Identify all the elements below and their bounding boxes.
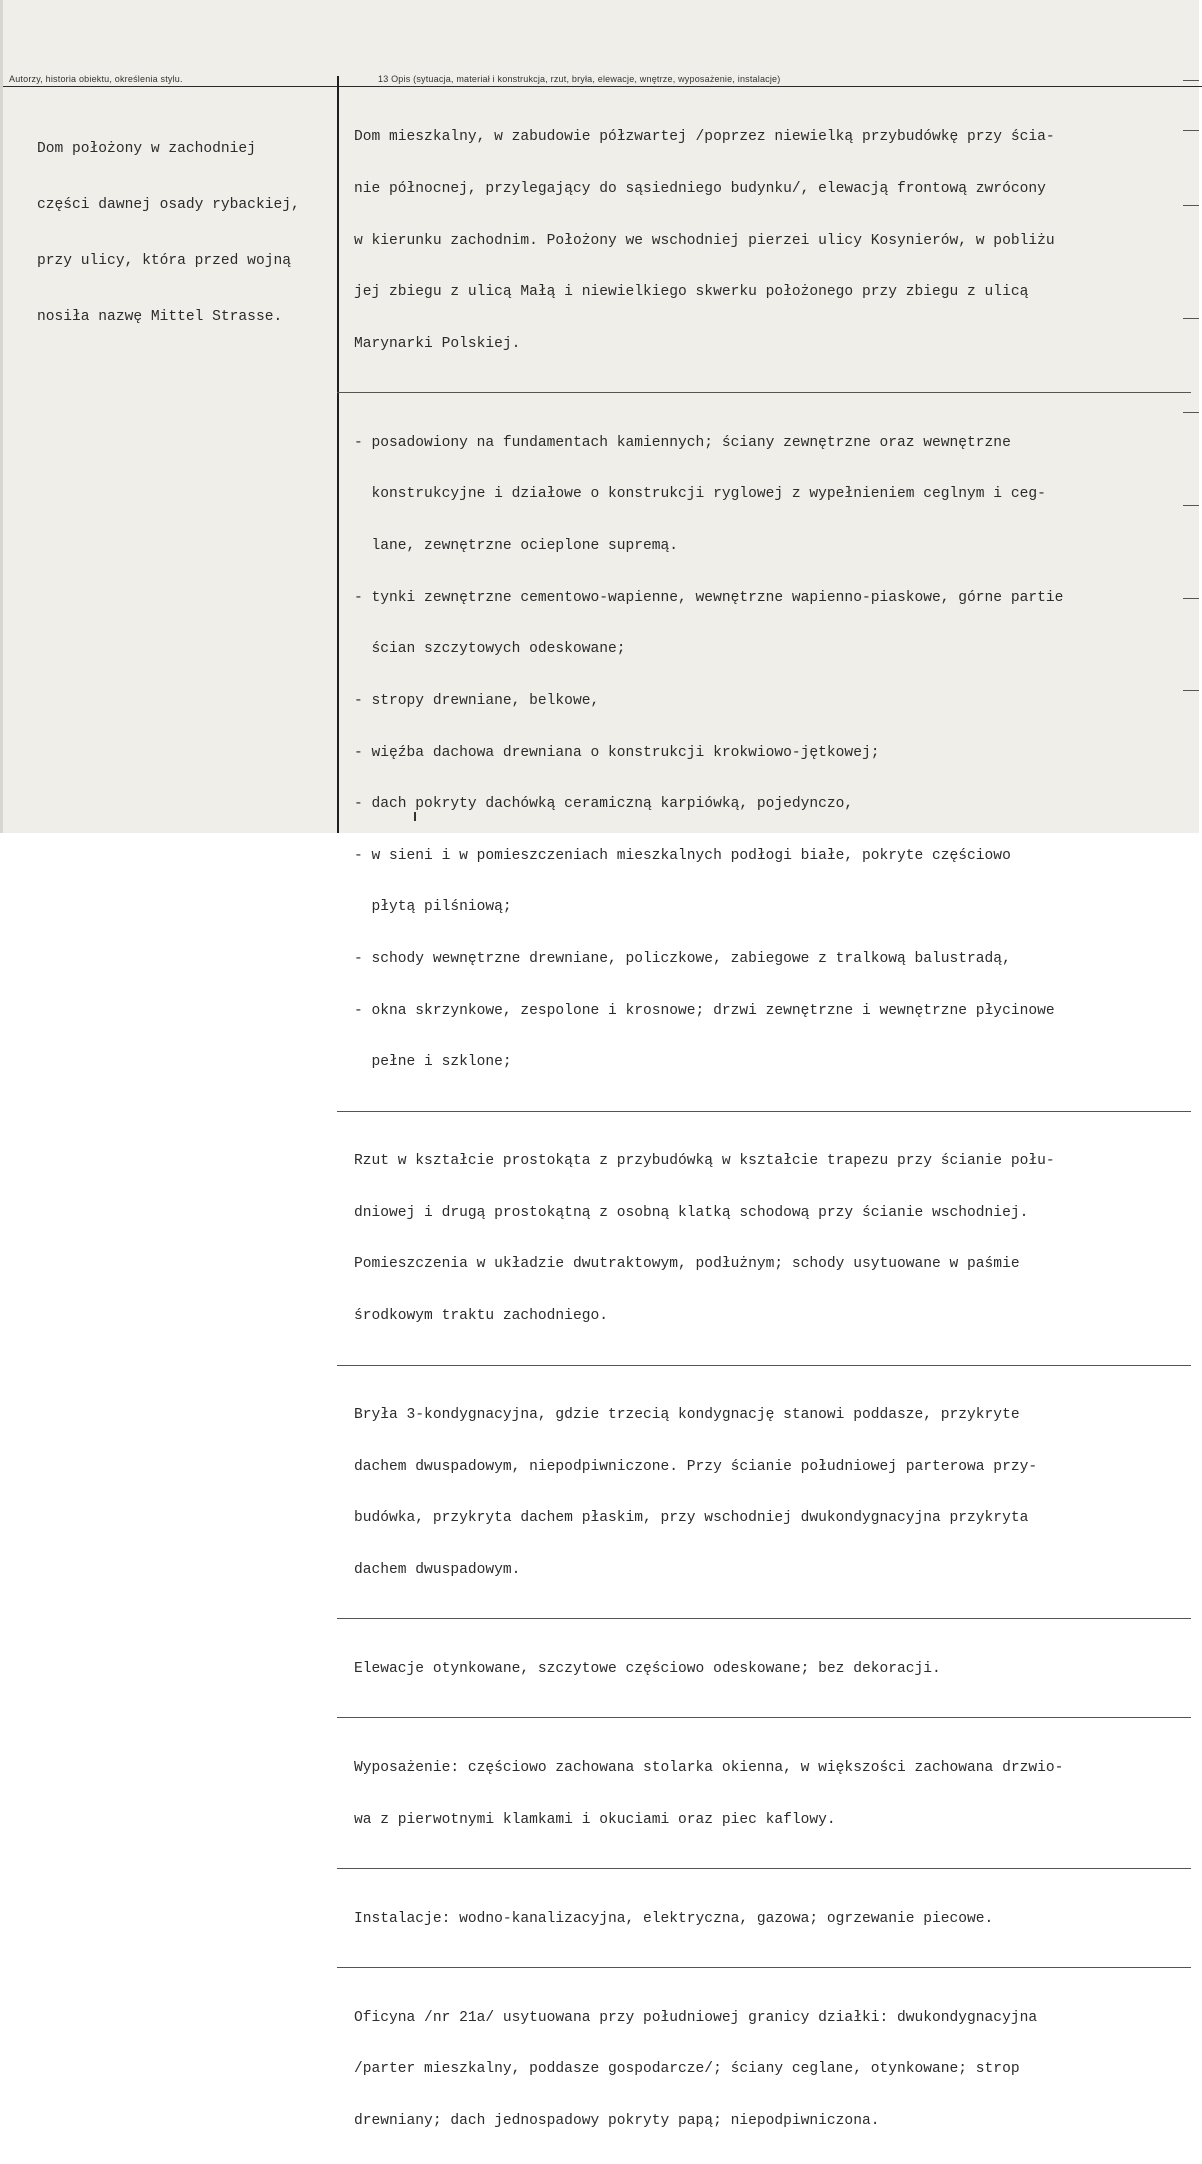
paragraph-outbuilding xyxy=(354,1975,1174,2164)
text-line: Marynarki Polskiej. xyxy=(354,335,521,352)
text-line: drewniany; dach jednospadowy pokryty papą; niepodpiwniczona. xyxy=(354,2112,880,2129)
section-divider xyxy=(337,392,1191,394)
text-line: - więźba dachowa drewniana o konstrukcji krokwiowo-jętkowej; xyxy=(354,744,880,761)
history-line: Dom położony w zachodniej xyxy=(37,141,256,158)
text-line: - posadowiony na fundamentach kamiennych; ściany zewnętrzne oraz wewnętrzne xyxy=(354,434,1011,451)
margin-tick xyxy=(1183,598,1199,599)
paragraph-location xyxy=(354,95,1174,387)
paragraph-installations xyxy=(354,1876,1174,1962)
authors-history-header: Autorzy, historia obiektu, określenia stylu. xyxy=(9,74,183,84)
text-line: /parter mieszkalny, poddasze gospodarcze/; ściany ceglane, otynkowane; strop xyxy=(354,2061,1020,2078)
text-line: - stropy drewniane, belkowe, xyxy=(354,692,600,709)
margin-tick xyxy=(1183,505,1199,506)
section-divider xyxy=(337,1717,1191,1719)
text-line: dniowej i drugą prostokątną z osobną klatką schodową przy ścianie wschodniej. xyxy=(354,1204,1029,1221)
section-divider xyxy=(337,1365,1191,1367)
text-line: - okna skrzynkowe, zespolone i krosnowe; drzwi zewnętrzne i wewnętrzne płycinowe xyxy=(354,1002,1055,1019)
history-line: nosiła nazwę Mittel Strasse. xyxy=(37,308,283,325)
text-line: Oficyna /nr 21a/ usytuowana przy południowej granicy działki: dwukondygnacyjna xyxy=(354,2009,1038,2026)
text-line: - schody wewnętrzne drewniane, policzkowe, zabiegowe z tralkową balustradą, xyxy=(354,950,1011,967)
margin-tick xyxy=(1183,80,1199,81)
margin-tick xyxy=(1183,130,1199,131)
description-header: 13 Opis (sytuacja, materiał i konstrukcja, rzut, bryła, elewacje, wnętrze, wyposażenie, instalacje) xyxy=(378,74,781,84)
text-line: Bryła 3-kondygnacyjna, gdzie trzecią kondygnację stanowi poddasze, przykryte xyxy=(354,1407,1020,1424)
text-line: Elewacje otynkowane, szczytowe częściowo odeskowane; bez dekoracji. xyxy=(354,1660,941,1677)
text-line: płytą pilśniową; xyxy=(354,899,512,916)
history-line: przy ulicy, która przed wojną xyxy=(37,252,291,269)
text-line: lane, zewnętrzne ocieplone supremą. xyxy=(354,538,679,555)
text-line: Wyposażenie: częściowo zachowana stolarka okienna, w większości zachowana drzwio- xyxy=(354,1759,1064,1776)
paragraph-plan xyxy=(354,1119,1174,1360)
margin-tick xyxy=(1183,318,1199,319)
text-line: nie północnej, przylegający do sąsiedniego budynku/, elewacją frontową zwrócony xyxy=(354,181,1046,198)
paragraph-furnishings xyxy=(354,1725,1174,1863)
text-line: jej zbiegu z ulicą Małą i niewielkiego skwerku położonego przy zbiegu z ulicą xyxy=(354,284,1029,301)
text-line: w kierunku zachodnim. Położony we wschodniej pierzei ulicy Kosynierów, w pobliżu xyxy=(354,232,1055,249)
description-text xyxy=(354,95,1174,2164)
history-line: części dawnej osady rybackiej, xyxy=(37,196,300,213)
text-line: środkowym traktu zachodniego. xyxy=(354,1308,608,1325)
text-line: - tynki zewnętrzne cementowo-wapienne, wewnętrzne wapienno-piaskowe, górne partie xyxy=(354,589,1064,606)
text-line: konstrukcyjne i działowe o konstrukcji ryglowej z wypełnieniem ceglnym i ceg- xyxy=(354,486,1046,503)
paragraph-elevations xyxy=(354,1626,1174,1712)
text-line: budówka, przykryta dachem płaskim, przy wschodniej dwukondygnacyjna przykryta xyxy=(354,1510,1029,1527)
text-line: Dom mieszkalny, w zabudowie półzwartej /poprzez niewielką przybudówkę przy ścia- xyxy=(354,129,1055,146)
margin-tick xyxy=(1183,690,1199,691)
text-line: dachem dwuspadowym. xyxy=(354,1561,521,1578)
paragraph-massing xyxy=(354,1373,1174,1614)
history-text xyxy=(37,103,333,363)
text-line: Instalacje: wodno-kanalizacyjna, elektryczna, gazowa; ogrzewanie piecowe. xyxy=(354,1910,994,1927)
paragraph-construction xyxy=(354,400,1174,1105)
column-divider xyxy=(337,76,339,833)
section-divider xyxy=(337,1967,1191,1969)
header-rule xyxy=(3,86,1202,87)
text-line: wa z pierwotnymi klamkami i okuciami oraz piec kaflowy. xyxy=(354,1811,836,1828)
text-line: Rzut w kształcie prostokąta z przybudówką w kształcie trapezu przy ścianie połu- xyxy=(354,1153,1055,1170)
text-line: - w sieni i w pomieszczeniach mieszkalnych podłogi białe, pokryte częściowo xyxy=(354,847,1011,864)
paper-mark xyxy=(414,812,416,821)
text-line: ścian szczytowych odeskowane; xyxy=(354,641,626,658)
text-line: dachem dwuspadowym, niepodpiwniczone. Przy ścianie południowej parterowa przy- xyxy=(354,1458,1038,1475)
margin-tick xyxy=(1183,205,1199,206)
section-divider xyxy=(337,1111,1191,1113)
section-divider xyxy=(337,1868,1191,1870)
text-line: Pomieszczenia w układzie dwutraktowym, podłużnym; schody usytuowane w paśmie xyxy=(354,1256,1020,1273)
text-line: - dach pokryty dachówką ceramiczną karpiówką, pojedynczo, xyxy=(354,796,854,813)
text-line: pełne i szklone; xyxy=(354,1054,512,1071)
margin-tick xyxy=(1183,412,1199,413)
section-divider xyxy=(337,1618,1191,1620)
